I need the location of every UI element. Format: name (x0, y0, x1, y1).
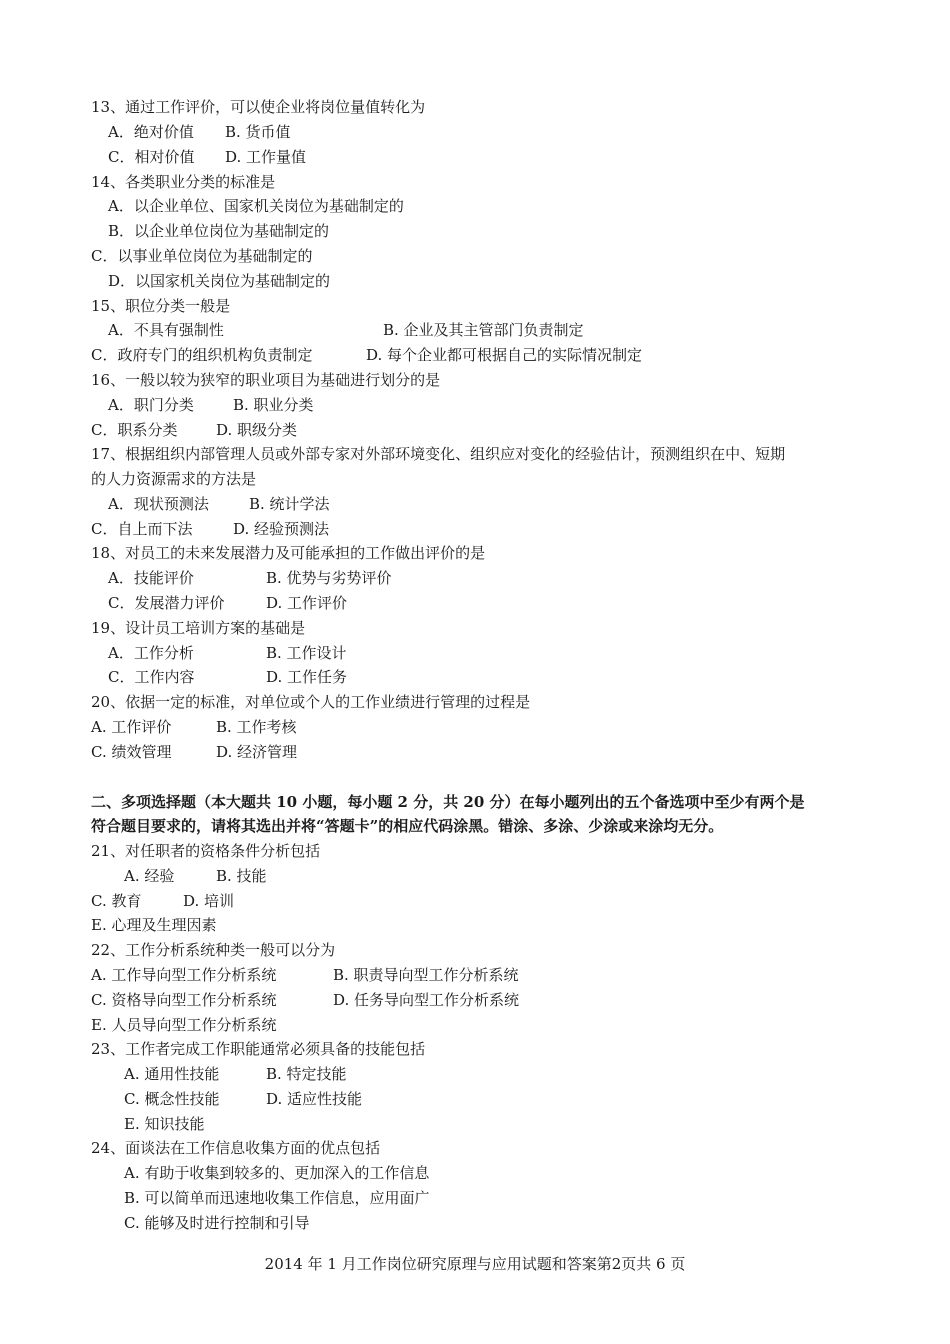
q16-option-a: A．职门分类 (108, 396, 194, 414)
q24-option-c: C. 能够及时进行控制和引导 (124, 1214, 310, 1232)
q23-option-e: E. 知识技能 (124, 1115, 205, 1133)
question-16: 16、一般以较为狭窄的职业项目为基础进行划分的是 (91, 371, 441, 389)
q21-option-b: B. 技能 (216, 867, 267, 885)
q15-option-c: C．政府专门的组织机构负责制定 (91, 346, 313, 364)
q20-option-a: A. 工作评价 (91, 718, 172, 736)
q20-option-b: B. 工作考核 (216, 718, 297, 736)
q16-option-b: B. 职业分类 (233, 396, 314, 414)
q13-option-b: B. 货币值 (225, 123, 291, 141)
q14-option-d: D．以国家机关岗位为基础制定的 (108, 272, 331, 290)
q22-option-d: D. 任务导向型工作分析系统 (333, 991, 520, 1009)
question-21: 21、对任职者的资格条件分析包括 (91, 842, 321, 860)
q22-option-b: B. 职责导向型工作分析系统 (333, 966, 519, 984)
q23-option-a: A. 通用性技能 (124, 1065, 220, 1083)
q14-option-a: A．以企业单位、国家机关岗位为基础制定的 (108, 197, 404, 215)
q13-option-d: D. 工作量值 (225, 148, 307, 166)
q21-option-e: E. 心理及生理因素 (91, 916, 217, 934)
q16-option-d: D. 职级分类 (216, 421, 298, 439)
q17-option-a: A．现状预测法 (108, 495, 209, 513)
question-18: 18、对员工的未来发展潜力及可能承担的工作做出评价的是 (91, 544, 486, 562)
question-23: 23、工作者完成工作职能通常必须具备的技能包括 (91, 1040, 426, 1058)
q15-option-d: D. 每个企业都可根据自己的实际情况制定 (366, 346, 643, 364)
question-13: 13、通过工作评价，可以使企业将岗位量值转化为 (91, 98, 426, 116)
question-20: 20、依据一定的标准，对单位或个人的工作业绩进行管理的过程是 (91, 693, 531, 711)
q23-option-b: B. 特定技能 (266, 1065, 347, 1083)
q23-option-d: D. 适应性技能 (266, 1090, 363, 1108)
q22-option-c: C. 资格导向型工作分析系统 (91, 991, 277, 1009)
q22-option-a: A. 工作导向型工作分析系统 (91, 966, 277, 984)
q21-option-d: D. 培训 (183, 892, 235, 910)
q13-option-a: A．绝对价值 (108, 123, 194, 141)
q24-option-a: A. 有助于收集到较多的、更加深入的工作信息 (124, 1164, 430, 1182)
question-17-cont: 的人力资源需求的方法是 (91, 470, 257, 488)
q19-option-a: A．工作分析 (108, 644, 194, 662)
q18-option-c: C．发展潜力评价 (108, 594, 225, 612)
q19-option-b: B. 工作设计 (266, 644, 347, 662)
q17-option-d: D. 经验预测法 (233, 520, 330, 538)
question-22: 22、工作分析系统种类一般可以分为 (91, 941, 336, 959)
q17-option-c: C．自上而下法 (91, 520, 193, 538)
q18-option-d: D. 工作评价 (266, 594, 348, 612)
section-heading: 二、多项选择题（本大题共 10 小题，每小题 2 分，共 20 分）在每小题列出的五个备选项中至少有两个是 (91, 793, 805, 811)
question-15: 15、职位分类一般是 (91, 297, 231, 315)
page-footer: 2014 年 1 月工作岗位研究原理与应用试题和答案第2页共 6 页 (264, 1255, 686, 1273)
q17-option-b: B. 统计学法 (249, 495, 330, 513)
q18-option-b: B. 优势与劣势评价 (266, 569, 392, 587)
q19-option-d: D. 工作任务 (266, 668, 348, 686)
question-24: 24、面谈法在工作信息收集方面的优点包括 (91, 1139, 381, 1157)
q16-option-c: C．职系分类 (91, 421, 178, 439)
q21-option-c: C. 教育 (91, 892, 142, 910)
question-19: 19、设计员工培训方案的基础是 (91, 619, 306, 637)
q18-option-a: A．技能评价 (108, 569, 194, 587)
q22-option-e: E. 人员导向型工作分析系统 (91, 1016, 277, 1034)
question-17: 17、根据组织内部管理人员或外部专家对外部环境变化、组织应对变化的经验估计，预测组织在中、短期 (91, 445, 786, 463)
q13-option-c: C．相对价值 (108, 148, 195, 166)
q20-option-c: C. 绩效管理 (91, 743, 172, 761)
q24-option-b: B. 可以简单而迅速地收集工作信息，应用面广 (124, 1189, 430, 1207)
q14-option-c: C．以事业单位岗位为基础制定的 (91, 247, 313, 265)
q21-option-a: A. 经验 (124, 867, 175, 885)
q14-option-b: B．以企业单位岗位为基础制定的 (108, 222, 330, 240)
q15-option-a: A．不具有强制性 (108, 321, 224, 339)
q15-option-b: B. 企业及其主管部门负责制定 (383, 321, 584, 339)
q20-option-d: D. 经济管理 (216, 743, 298, 761)
q23-option-c: C. 概念性技能 (124, 1090, 220, 1108)
section-instructions: 符合题目要求的，请将其选出并将“答题卡”的相应代码涂黑。错涂、多涂、少涂或来涂均无分。 (91, 817, 724, 835)
q19-option-c: C．工作内容 (108, 668, 195, 686)
question-14: 14、各类职业分类的标准是 (91, 173, 276, 191)
